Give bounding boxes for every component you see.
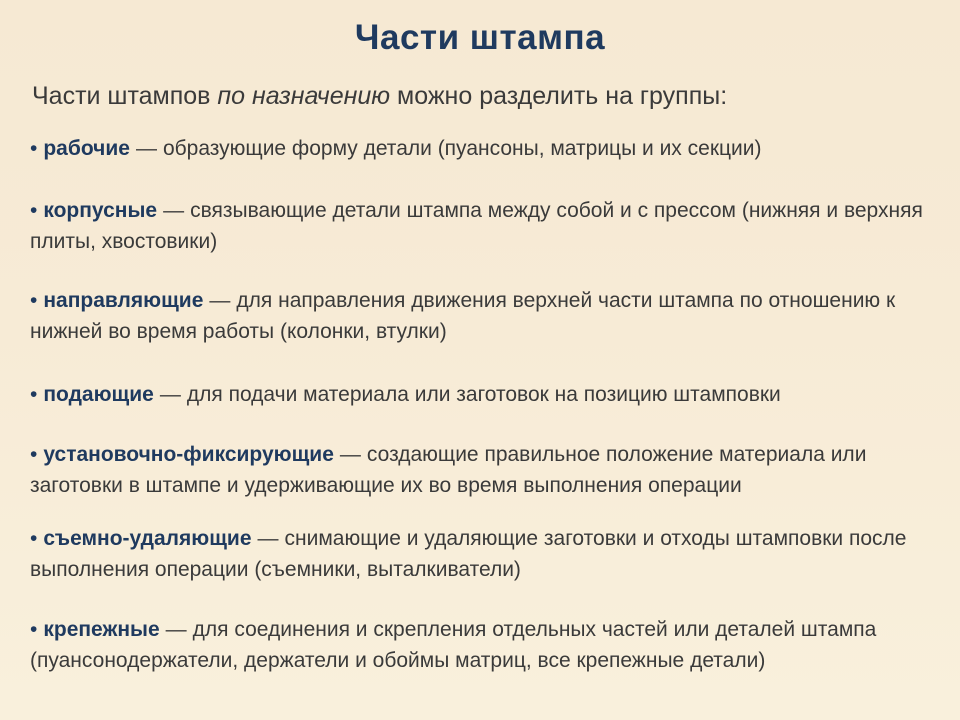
list-item-body [30,195,940,257]
item-description: связывающие детали штампа между собой и с прессом (нижняя и верхняя плиты, хвостовики) [30,199,923,253]
item-dash: — [257,527,279,550]
item-description: для соединения и скрепления отдельных частей или деталей штампа (пуансонодержатели, держатели и обоймы матриц, все крепежные детали) [30,618,877,672]
item-dash: — [209,289,231,312]
intro-emphasis: по назначению [217,82,391,110]
intro-after: можно разделить на группы: [390,82,728,110]
list-item-working [30,133,940,164]
bullet-icon: • [30,443,38,466]
item-term: съемно-удаляющие [43,527,252,550]
item-term: направляющие [43,289,204,312]
bullet-icon: • [30,618,38,641]
bullet-icon: • [30,383,38,406]
bullet-icon: • [30,527,38,550]
slide-title: Части штампа [354,18,606,57]
bullet-icon: • [30,199,38,222]
bullet-icon: • [30,137,38,160]
item-term: корпусные [43,199,158,222]
item-description: для подачи материала или заготовок на позицию штамповки [186,383,781,406]
list-item-fastening [30,614,940,676]
list-item-guiding [30,285,940,347]
intro-before: Части штампов [32,82,218,110]
item-dash: — [339,443,361,466]
list-item-feeding [30,379,940,410]
item-description: образующие форму детали (пуансоны, матрицы и их секции) [162,137,762,160]
intro-text [32,82,932,111]
item-term: подающие [43,383,154,406]
item-description: снимающие и удаляющие заготовки и отходы штамповки после выполнения операции (съемники, выталкиватели) [30,527,907,581]
item-description: для направления движения верхней части штампа по отношению к нижней во время работы (колонки, втулки) [30,289,896,343]
item-description: создающие правильное положение материала или заготовки в штампе и удерживающие их во время выполнения операции [30,443,867,497]
item-term: рабочие [43,137,130,160]
bullet-icon: • [30,289,38,312]
item-dash: — [163,199,185,222]
item-dash: — [135,137,157,160]
item-term: крепежные [43,618,160,641]
item-term: установочно-фиксирующие [43,443,334,466]
list-item-locating [30,439,940,501]
item-dash: — [159,383,181,406]
list-item-stripping [30,523,940,585]
item-dash: — [165,618,187,641]
